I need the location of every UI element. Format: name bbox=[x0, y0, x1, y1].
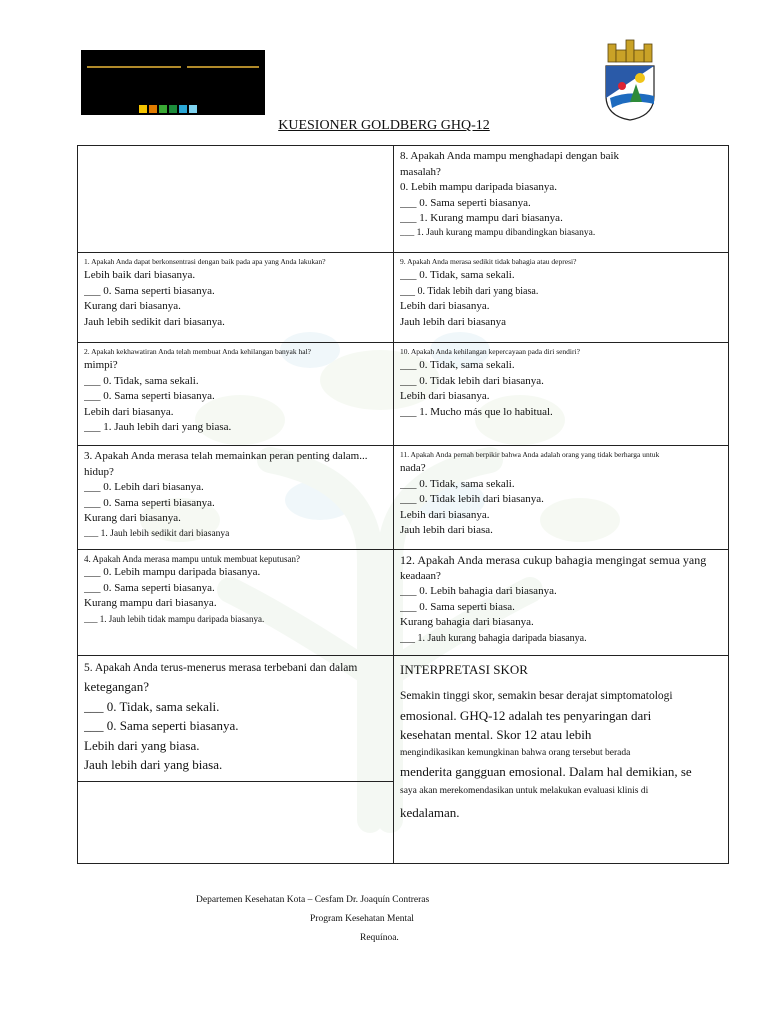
interpretation-line: menderita gangguan emosional. Dalam hal demikian, se bbox=[400, 764, 692, 779]
answer-option: ___ 1. Jauh lebih tidak mampu daripada biasanya. bbox=[84, 613, 265, 624]
answer-option: Lebih dari biasanya. bbox=[400, 508, 490, 521]
municipal-logo bbox=[81, 50, 265, 115]
answer-option: Lebih dari biasanya. bbox=[84, 405, 174, 418]
answer-option: ___ 0. Lebih dari biasanya. bbox=[84, 481, 204, 493]
logo-square bbox=[149, 105, 157, 113]
question-title: 11. Apakah Anda pernah berpikir bahwa Anda adalah orang yang tidak berharga untuk bbox=[400, 450, 660, 459]
question-3 bbox=[78, 446, 394, 550]
interpretation-line: emosional. GHQ-12 adalah tes penyaringan dari bbox=[400, 708, 652, 723]
answer-option: Jauh lebih dari biasa. bbox=[400, 524, 493, 536]
question-title: mimpi? bbox=[84, 359, 118, 371]
question-2 bbox=[78, 343, 394, 446]
question-title: ketegangan? bbox=[84, 679, 149, 694]
question-title: 3. Apakah Anda merasa telah memainkan peran penting dalam... bbox=[84, 450, 368, 462]
question-4 bbox=[78, 550, 394, 656]
logo-line bbox=[187, 66, 259, 68]
answer-option: ___ 1. Jauh kurang mampu dibandingkan biasanya. bbox=[400, 227, 596, 238]
question-title: nada? bbox=[400, 462, 426, 474]
question-title: 12. Apakah Anda merasa cukup bahagia mengingat semua yang bbox=[400, 553, 707, 567]
logo-line bbox=[87, 66, 181, 68]
interpretation-line: kesehatan mental. Skor 12 atau lebih bbox=[400, 727, 592, 742]
answer-option: Jauh lebih dari biasanya bbox=[400, 315, 506, 328]
interpretation-line: Semakin tinggi skor, semakin besar derajat simptomatologi bbox=[400, 690, 673, 702]
question-11 bbox=[394, 446, 729, 550]
footer-program: Program Kesehatan Mental bbox=[310, 914, 414, 924]
answer-option: ___ 0. Tidak, sama sekali. bbox=[400, 269, 515, 281]
questionnaire-table bbox=[77, 145, 729, 864]
answer-option: Lebih baik dari biasanya. bbox=[84, 269, 196, 281]
interpretation-line: kedalaman. bbox=[400, 805, 460, 820]
answer-option: ___ 0. Sama seperti biasanya. bbox=[84, 496, 215, 509]
answer-option: ___ 0. Tidak, sama sekali. bbox=[400, 477, 515, 490]
question-8 bbox=[394, 146, 729, 253]
logo-square bbox=[139, 105, 147, 113]
question-12 bbox=[394, 550, 729, 656]
answer-option: ___ 0. Sama seperti biasanya. bbox=[84, 581, 215, 594]
answer-option: Lebih dari biasanya. bbox=[400, 300, 490, 312]
answer-option: ___ 0. Tidak lebih dari biasanya. bbox=[400, 374, 544, 387]
answer-option: Lebih dari biasanya. bbox=[400, 390, 490, 402]
interpretation-heading: INTERPRETASI SKOR bbox=[400, 662, 528, 677]
question-title: 1. Apakah Anda dapat berkonsentrasi dengan baik pada apa yang Anda lakukan? bbox=[84, 257, 326, 266]
question-title: hidup? bbox=[84, 465, 114, 478]
answer-option: ___ 0. Sama seperti biasanya. bbox=[84, 718, 239, 733]
interpretation-line: mengindikasikan kemungkinan bahwa orang tersebut berada bbox=[400, 748, 631, 758]
answer-option: ___ 0. Tidak, sama sekali. bbox=[84, 698, 220, 714]
answer-option: ___ 0. Sama seperti biasanya. bbox=[84, 284, 215, 297]
question-title: 10. Apakah Anda kehilangan kepercayaan pada diri sendiri? bbox=[400, 347, 580, 356]
question-1 bbox=[78, 253, 394, 343]
empty-cell bbox=[78, 146, 394, 253]
answer-option: ___ 0. Lebih bahagia dari biasanya. bbox=[400, 585, 557, 597]
question-title: 5. Apakah Anda terus-menerus merasa terbebani dan dalam bbox=[84, 662, 358, 674]
answer-option: Kurang bahagia dari biasanya. bbox=[400, 616, 534, 628]
answer-option: ___ 0. Tidak lebih dari biasanya. bbox=[400, 493, 544, 505]
logo-square bbox=[179, 105, 187, 113]
answer-option: Lebih dari yang biasa. bbox=[84, 737, 200, 753]
logo-square bbox=[189, 105, 197, 113]
answer-option: Kurang dari biasanya. bbox=[84, 512, 181, 524]
footer-location: Requínoa. bbox=[360, 933, 399, 943]
answer-option: ___ 0. Sama seperti biasa. bbox=[400, 600, 515, 613]
answer-option: 0. Lebih mampu daripada biasanya. bbox=[400, 181, 558, 193]
answer-option: ___ 0. Tidak, sama sekali. bbox=[400, 359, 515, 371]
logo-square bbox=[159, 105, 167, 113]
question-10 bbox=[394, 343, 729, 446]
interpretation-line: saya akan merekomendasikan untuk melakukan evaluasi klinis di bbox=[400, 786, 649, 796]
question-title: 8. Apakah Anda mampu menghadapi dengan baik bbox=[400, 150, 620, 162]
question-5 bbox=[78, 656, 394, 782]
answer-option: ___ 0. Tidak lebih dari yang biasa. bbox=[400, 285, 539, 297]
answer-option: Jauh lebih dari yang biasa. bbox=[84, 757, 223, 772]
question-title: 9. Apakah Anda merasa sedikit tidak bahagia atau depresi? bbox=[400, 257, 577, 266]
answer-option: ___ 1. Kurang mampu dari biasanya. bbox=[400, 212, 563, 224]
footer-department: Departemen Kesehatan Kota – Cesfam Dr. Joaquín Contreras bbox=[196, 895, 430, 905]
question-title: masalah? bbox=[400, 165, 441, 178]
answer-option: ___ 1. Jauh lebih dari yang biasa. bbox=[84, 421, 232, 433]
answer-option: ___ 0. Lebih mampu daripada biasanya. bbox=[84, 566, 261, 578]
coat-of-arms-icon bbox=[600, 38, 660, 122]
answer-option: Jauh lebih sedikit dari biasanya. bbox=[84, 315, 225, 328]
answer-option: ___ 1. Jauh lebih sedikit dari biasanya bbox=[84, 528, 230, 539]
answer-option: ___ 1. Jauh kurang bahagia daripada biasanya. bbox=[400, 632, 587, 644]
logo-square bbox=[169, 105, 177, 113]
logo-color-squares bbox=[139, 105, 197, 113]
empty-cell bbox=[78, 782, 394, 864]
question-title: 2. Apakah kekhawatiran Anda telah membuat Anda kehilangan banyak hal? bbox=[84, 347, 312, 356]
question-title: 4. Apakah Anda merasa mampu untuk membuat keputusan? bbox=[84, 554, 300, 564]
answer-option: Kurang dari biasanya. bbox=[84, 300, 181, 312]
score-interpretation bbox=[394, 656, 729, 864]
answer-option: ___ 1. Mucho más que lo habitual. bbox=[400, 405, 553, 418]
answer-option: ___ 0. Sama seperti biasanya. bbox=[84, 390, 215, 402]
answer-option: ___ 0. Sama seperti biasanya. bbox=[400, 196, 531, 209]
answer-option: Kurang mampu dari biasanya. bbox=[84, 597, 217, 609]
answer-option: ___ 0. Tidak, sama sekali. bbox=[84, 374, 199, 387]
question-title: keadaan? bbox=[400, 569, 441, 582]
document-title: KUESIONER GOLDBERG GHQ-12 bbox=[278, 118, 490, 133]
question-9 bbox=[394, 253, 729, 343]
